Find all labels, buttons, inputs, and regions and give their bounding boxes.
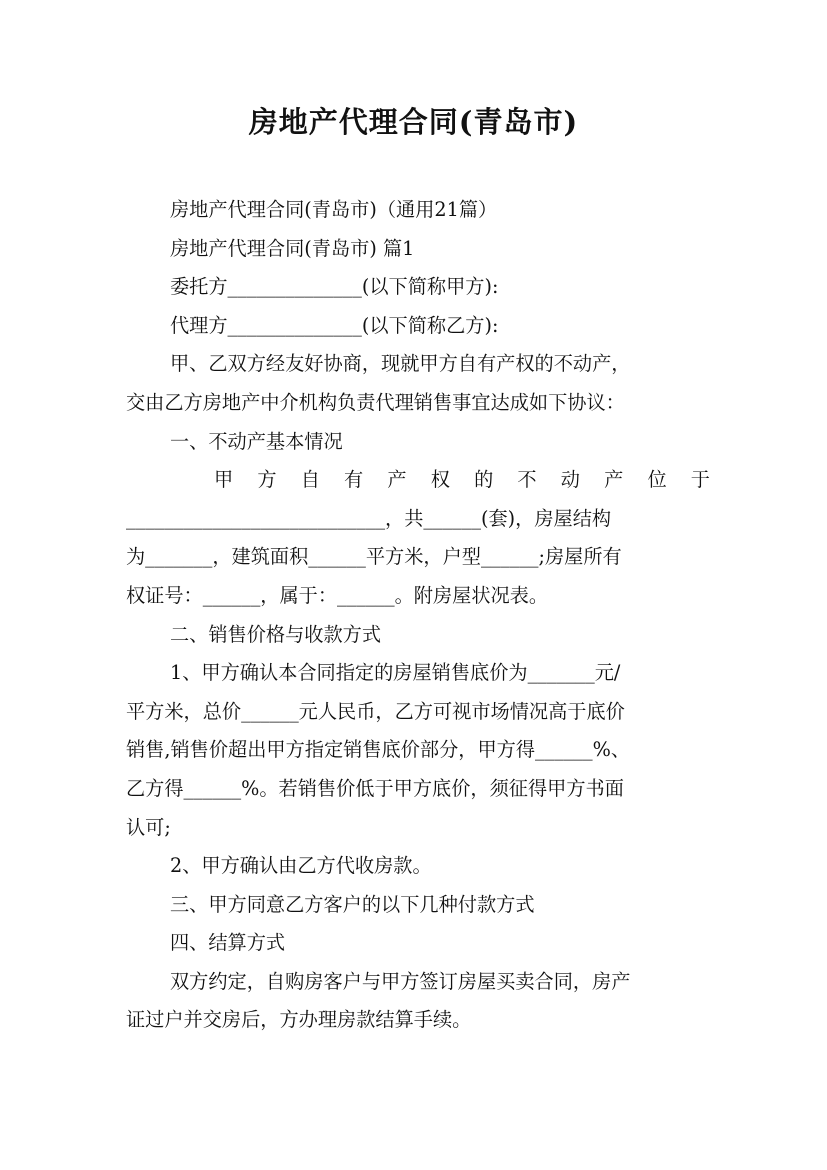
- document-body: [126, 191, 710, 1040]
- clause-heading-price: 二、销售价格与收款方式: [170, 622, 382, 646]
- paragraph-line: 1、甲方确认本合同指定的房屋销售底价为_______元/: [170, 661, 621, 685]
- paragraph-line: 甲、乙双方经友好协商，现就甲方自有产权的不动产，: [170, 352, 631, 376]
- paragraph-line: 为_______，建筑面积______平方米，户型______;房屋所有: [126, 545, 622, 569]
- paragraph-line: 平方米，总价______元人民币，乙方可视市场情况高于底价: [126, 699, 625, 723]
- paragraph-line: ___________________________，共______(套)，房屋结构: [126, 506, 612, 530]
- paragraph-line: 证过户并交房后，方办理房款结算手续。: [126, 1008, 472, 1032]
- paragraph-line: 权证号：______，属于：______。附房屋状况表。: [126, 583, 549, 607]
- paragraph-line: 乙方得______%。若销售价低于甲方底价，须征得甲方书面: [126, 776, 624, 800]
- paragraph-line: 甲方自有产权的不动产位于: [214, 468, 710, 492]
- clause-heading-settlement: 四、结算方式: [170, 931, 286, 955]
- principal-party-line: 委托方______________(以下简称甲方):: [170, 275, 499, 299]
- paragraph-line: 2、甲方确认由乙方代收房款。: [170, 854, 432, 878]
- agent-party-line: 代理方______________(以下简称乙方):: [170, 313, 499, 337]
- subtitle-line: 房地产代理合同(青岛市)（通用21篇）: [170, 198, 498, 221]
- paragraph-line: 交由乙方房地产中介机构负责代理销售事宜达成如下协议：: [126, 390, 625, 414]
- clause-heading-payment: 三、甲方同意乙方客户的以下几种付款方式: [170, 892, 535, 916]
- clause-heading-property: 一、不动产基本情况: [170, 429, 343, 453]
- paragraph-line: 认可;: [126, 815, 171, 839]
- paragraph-line: 双方约定，自购房客户与甲方签订房屋买卖合同，房产: [170, 969, 631, 993]
- section-heading-article-1: 房地产代理合同(青岛市) 篇1: [170, 236, 415, 260]
- paragraph-line: 销售,销售价超出甲方指定销售底价部分，甲方得______%、: [126, 738, 631, 762]
- document-title: 房地产代理合同(青岛市): [248, 105, 579, 139]
